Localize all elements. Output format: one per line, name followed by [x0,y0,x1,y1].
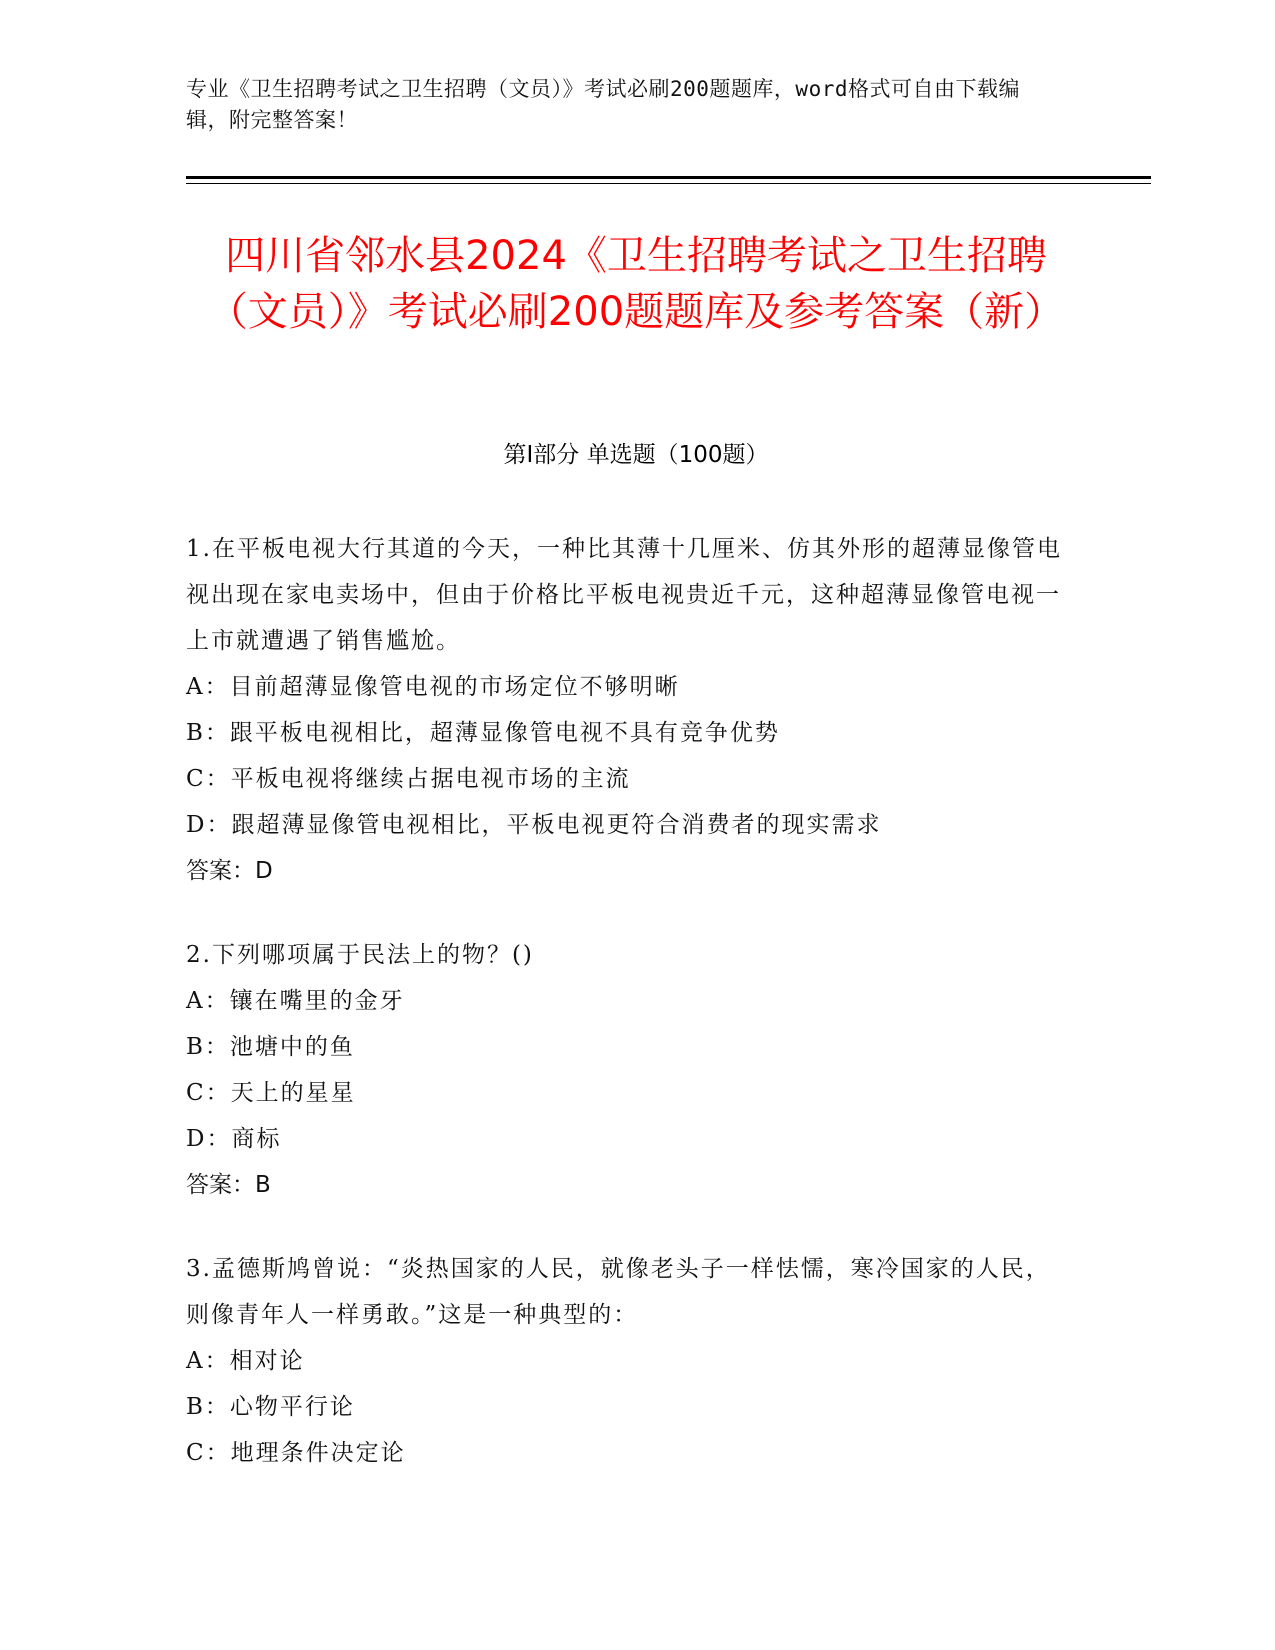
question-option: C：天上的星星 [186,1080,356,1106]
question-option: A：相对论 [186,1348,305,1374]
question-answer: 答案：D [186,858,273,884]
question-option: B：心物平行论 [186,1394,355,1420]
question-option: A：目前超薄显像管电视的市场定位不够明晰 [186,674,680,700]
question-item [186,526,1066,894]
section-title: 第Ⅰ部分 单选题（100题） [503,442,769,468]
question-stem: 3.孟德斯鸠曾说：“炎热国家的人民，就像老头子一样怯懦，寒冷国家的人民，则像青年人一样勇敢。”这是一种典型的： [186,1256,1051,1328]
question-option: B：跟平板电视相比，超薄显像管电视不具有竞争优势 [186,720,780,746]
question-option: C：平板电视将继续占据电视市场的主流 [186,766,631,792]
question-stem: 2.下列哪项属于民法上的物？() [186,942,534,968]
question-stem: 1.在平板电视大行其道的今天，一种比其薄十几厘米、仿其外形的超薄显像管电视出现在家电卖场中，但由于价格比平板电视贵近千元，这种超薄显像管电视一上市就遭遇了销售尴尬。 [186,536,1062,654]
question-option: D：跟超薄显像管电视相比，平板电视更符合消费者的现实需求 [186,812,882,838]
question-option: A：镶在嘴里的金牙 [186,988,405,1014]
header-divider-thin [186,183,1151,184]
question-option: C：地理条件决定论 [186,1440,406,1466]
question-option: B：池塘中的鱼 [186,1034,355,1060]
question-option: D：商标 [186,1126,282,1152]
question-item [186,932,1066,1208]
document-title: 四川省邻水县2024《卫生招聘考试之卫生招聘（文员）》考试必刷200题题库及参考答案（新） [207,233,1065,335]
question-list [186,526,1066,1514]
question-item [186,1246,1066,1476]
header-divider-thick [186,176,1151,179]
question-answer: 答案：B [186,1172,271,1198]
header-note: 专业《卫生招聘考试之卫生招聘（文员）》考试必刷200题题库，word格式可自由下载编辑，附完整答案！ [186,77,1020,132]
